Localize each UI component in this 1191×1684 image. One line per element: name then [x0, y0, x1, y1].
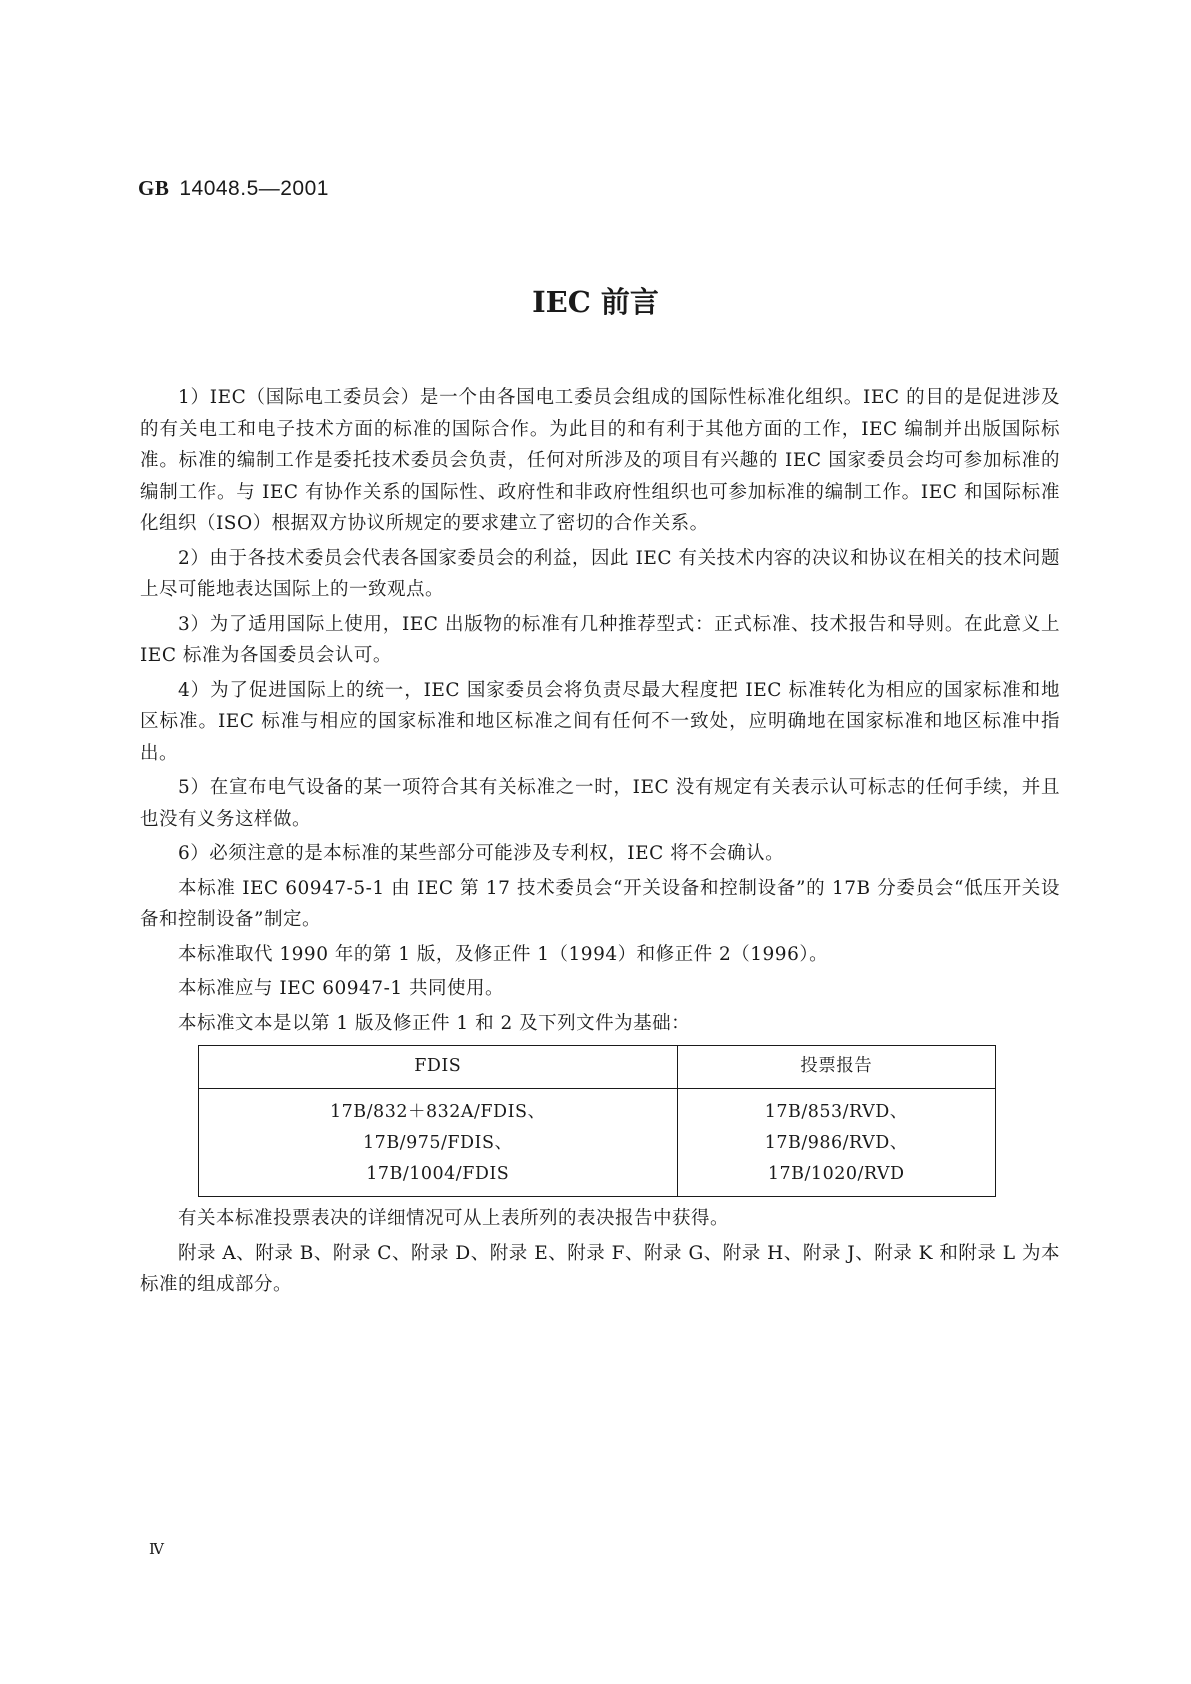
paragraph: 4）为了促进国际上的统一，IEC 国家委员会将负责尽最大程度把 IEC 标准转化为相应的国家标准和地区标准。IEC 标准与相应的国家标准和地区标准之间有任何不一致处，应明确地在国家标准和地区标准中指出。	[140, 679, 1060, 764]
paragraph: 有关本标准投票表决的详细情况可从上表所列的表决报告中获得。	[178, 1208, 730, 1229]
paragraph: 附录 A、附录 B、附录 C、附录 D、附录 E、附录 F、附录 G、附录 H、附录 J、附录 K 和附录 L 为本标准的组成部分。	[140, 1242, 1060, 1295]
paragraph: 1）IEC（国际电工委员会）是一个由各国电工委员会组成的国际性标准化组织。IEC 的目的是促进涉及的有关电工和电子技术方面的标准的国际合作。为此目的和有利于其他方面的工作，IEC 编制并出版国际标准。标准的编制工作是委托技术委员会负责，任何对所涉及的项目有兴趣的 IEC 国家委员会均可参加标准的编制工作。与 IEC 有协作关系的国际性、政府性和非政府性组织也可参加标准的编制工作。IEC 和国际标准化组织（ISO）根据双方协议所规定的要求建立了密切的合作关系。	[140, 387, 1060, 534]
column-header-fdis: FDIS	[199, 1046, 678, 1089]
fdis-document: 17B/1004/FDIS	[366, 1164, 510, 1184]
fdis-cell	[199, 1089, 678, 1197]
rvd-document: 17B/986/RVD、	[764, 1133, 908, 1153]
voting-documents-table	[198, 1045, 996, 1197]
table-header-row	[199, 1046, 996, 1089]
paragraph: 6）必须注意的是本标准的某些部分可能涉及专利权，IEC 将不会确认。	[178, 843, 785, 864]
fdis-document: 17B/975/FDIS、	[363, 1133, 513, 1153]
paragraph: 5）在宣布电气设备的某一项符合其有关标准之一时，IEC 没有规定有关表示认可标志的任何手续，并且也没有义务这样做。	[140, 777, 1060, 830]
rvd-cell	[677, 1089, 995, 1197]
document-header	[138, 176, 329, 201]
paragraph: 本标准取代 1990 年的第 1 版，及修正件 1（1994）和修正件 2（1996）。	[178, 943, 829, 965]
paragraph: 本标准应与 IEC 60947-1 共同使用。	[178, 978, 504, 999]
column-header-voting-report: 投票报告	[677, 1046, 995, 1089]
standard-number: 14048.5—2001	[179, 177, 329, 200]
table-row	[199, 1089, 996, 1197]
rvd-document: 17B/853/RVD、	[764, 1102, 908, 1122]
paragraph: 本标准文本是以第 1 版及修正件 1 和 2 及下列文件为基础：	[178, 1012, 691, 1034]
fdis-document: 17B/832＋832A/FDIS、	[330, 1102, 546, 1122]
paragraph: 2）由于各技术委员会代表各国家委员会的利益，因此 IEC 有关技术内容的决议和协议在相关的技术问题上尽可能地表达国际上的一致观点。	[140, 547, 1060, 600]
page-title: IEC 前言	[532, 285, 659, 319]
paragraph: 3）为了适用国际上使用，IEC 出版物的标准有几种推荐型式：正式标准、技术报告和导则。在此意义上 IEC 标准为各国委员会认可。	[140, 613, 1060, 666]
page-number: Ⅳ	[149, 1540, 164, 1558]
foreword-body	[140, 382, 1060, 1304]
paragraph: 本标准 IEC 60947-5-1 由 IEC 第 17 技术委员会“开关设备和控制设备”的 17B 分委员会“低压开关设备和控制设备”制定。	[140, 877, 1060, 930]
standard-prefix: GB	[138, 176, 170, 200]
rvd-document: 17B/1020/RVD	[767, 1164, 905, 1184]
